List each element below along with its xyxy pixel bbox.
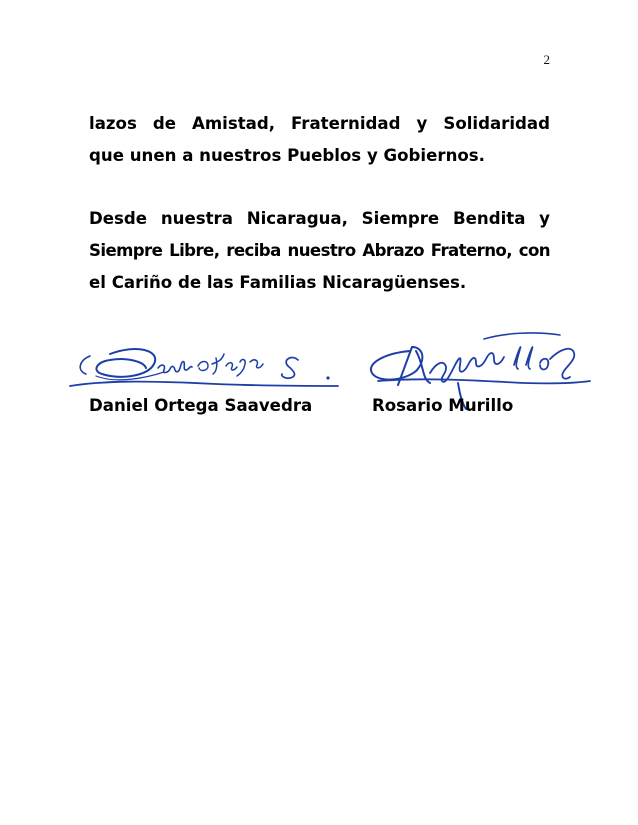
paragraph-line: que unen a nuestros Pueblos y Gobiernos. — [89, 146, 485, 165]
signatory-name-murillo: Rosario Murillo — [372, 396, 514, 415]
paragraph-greeting — [89, 203, 550, 299]
paragraph-line: el Cariño de las Familias Nicaragüenses. — [89, 273, 467, 292]
paragraph-line: Siempre Libre, reciba nuestro Abrazo Fraterno, con — [89, 241, 550, 260]
paragraph-line: lazos de Amistad, Fraternidad y Solidaridad — [89, 114, 550, 133]
signatory-name-ortega: Daniel Ortega Saavedra — [89, 396, 313, 415]
signature-ortega — [66, 340, 341, 396]
page-number: 2 — [543, 52, 550, 67]
paragraph-line: Desde nuestra Nicaragua, Siempre Bendita y — [89, 209, 550, 228]
paragraph-closing-ties — [89, 108, 550, 172]
